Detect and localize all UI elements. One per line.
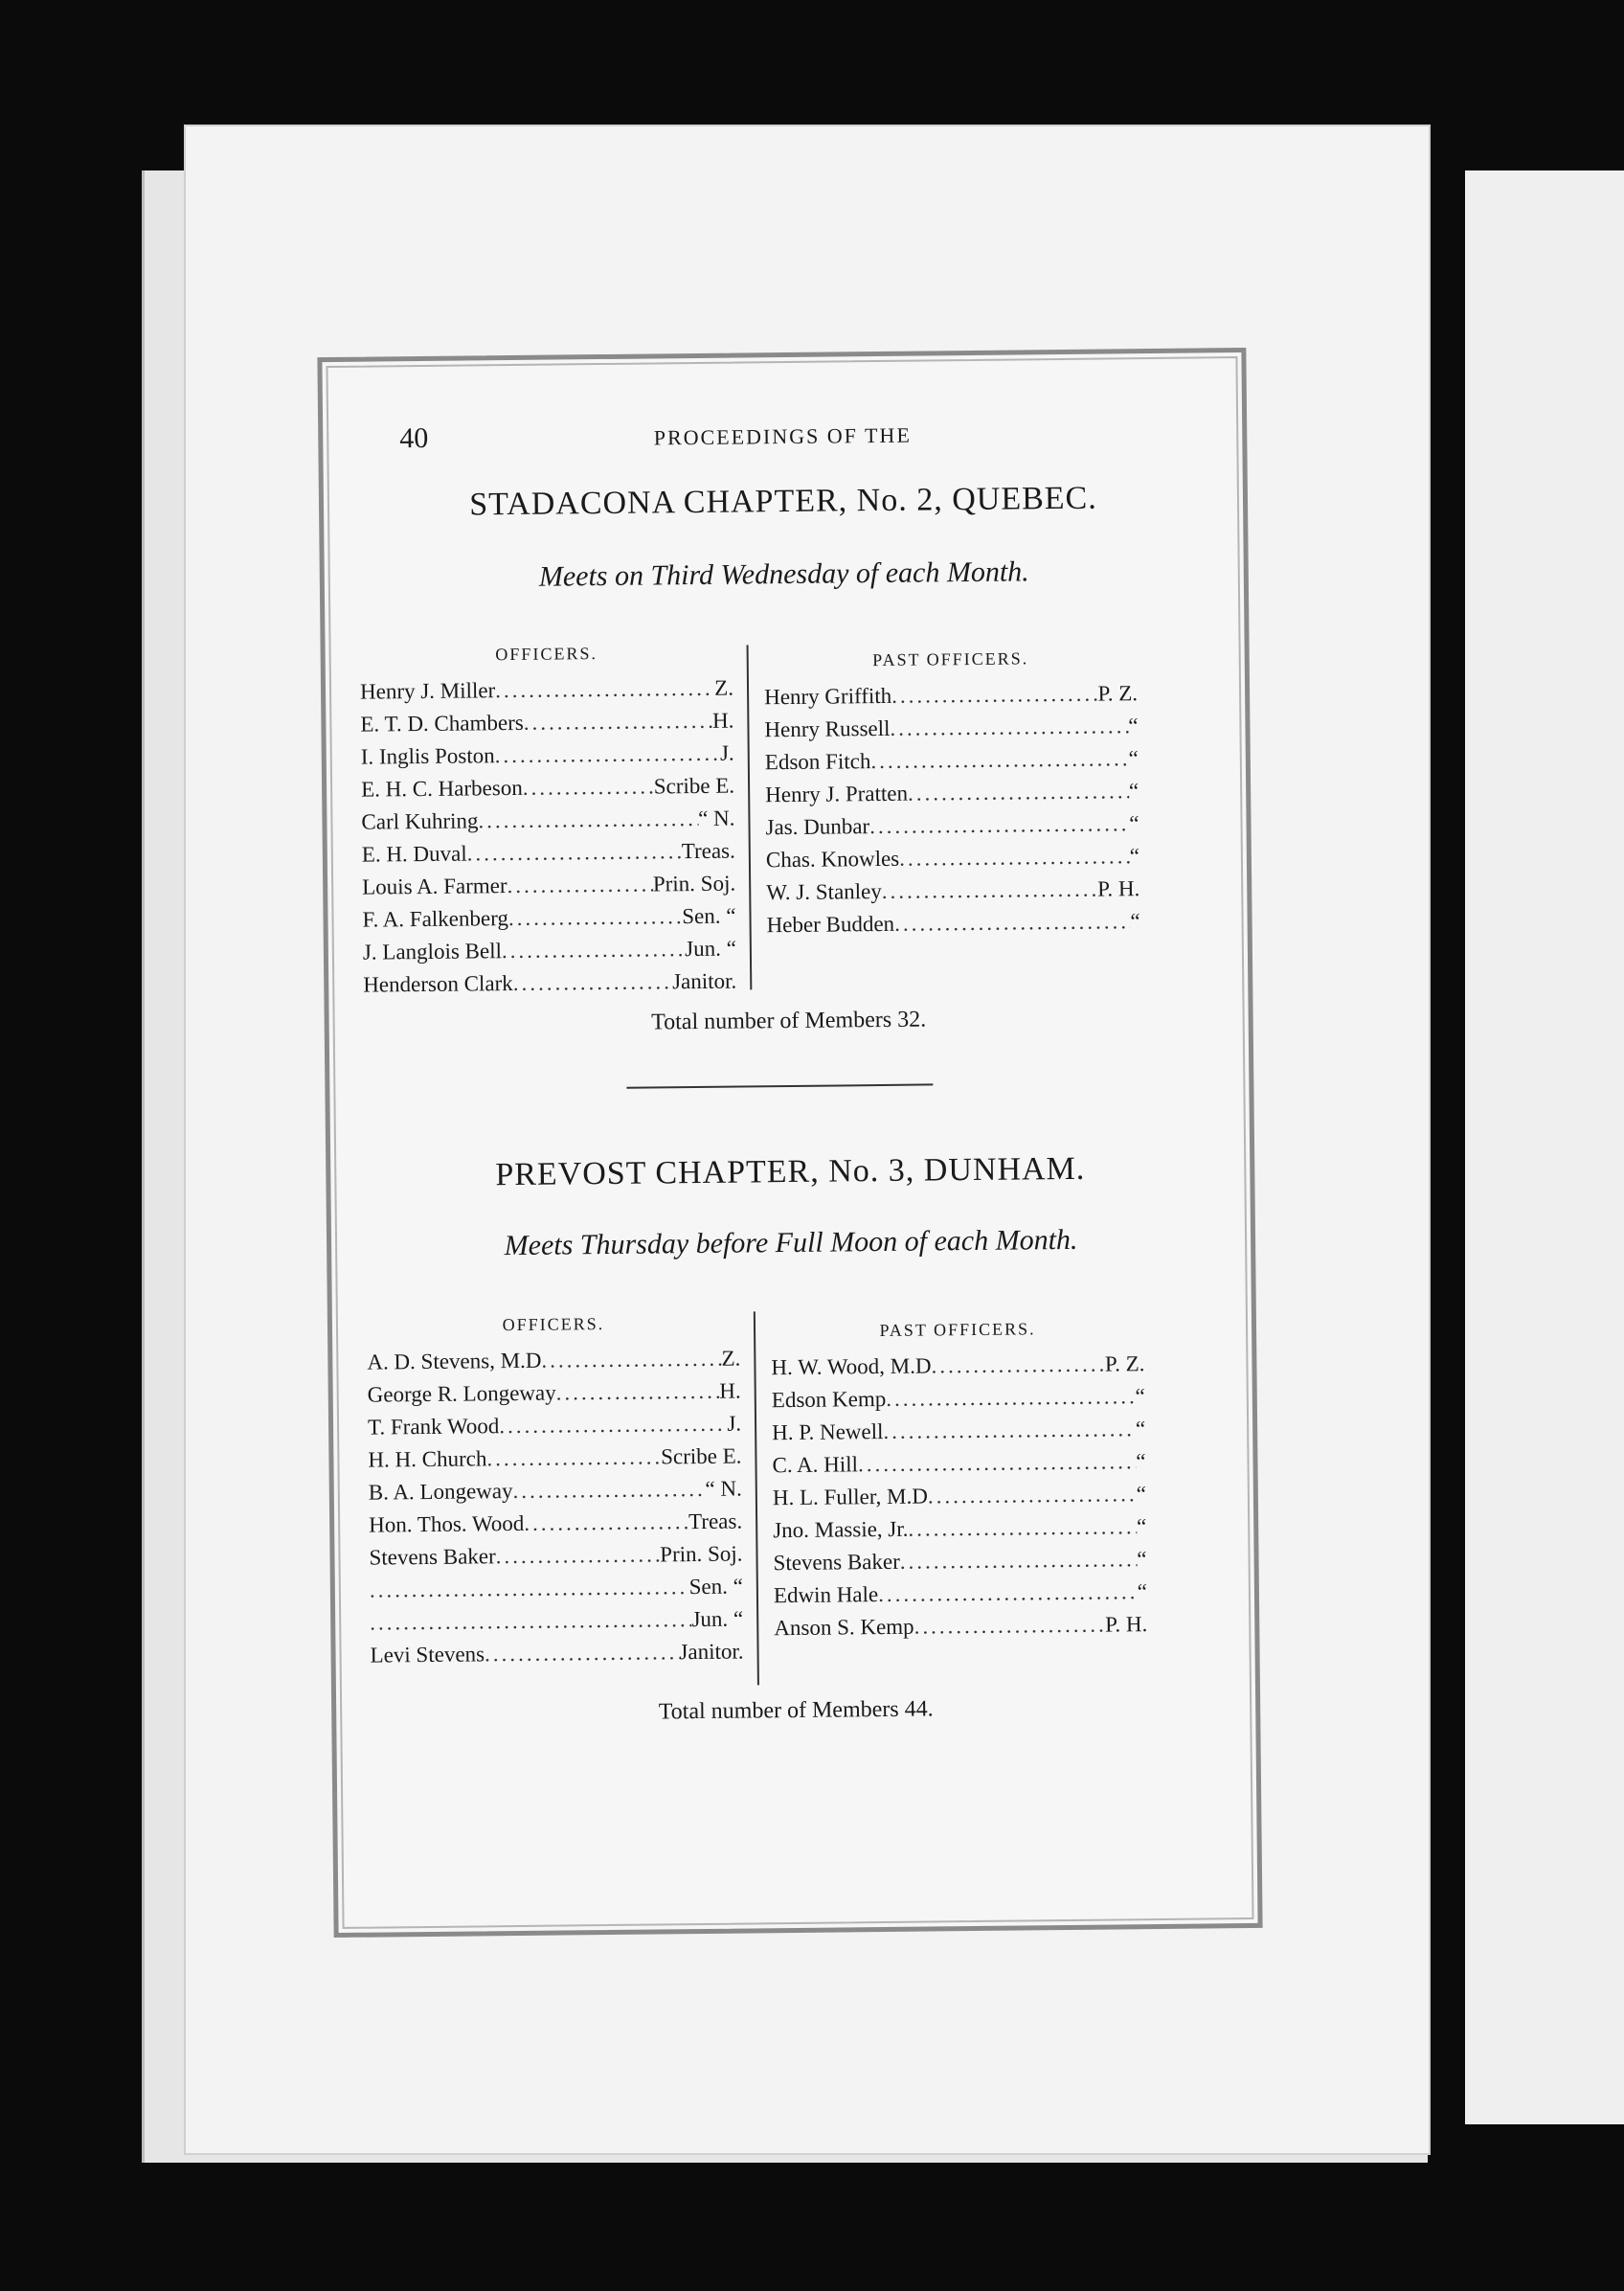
page-frame (317, 348, 1262, 1938)
office-title: J. (727, 1411, 742, 1436)
office-title: Treas. (681, 838, 735, 864)
office-title: “ (1136, 1449, 1146, 1474)
office-title: Janitor. (672, 968, 737, 994)
office-title: P. Z. (1097, 681, 1139, 706)
member-name: J. Langlois Bell (362, 939, 503, 964)
dot-leader (495, 737, 721, 772)
past-officer-row (765, 807, 1139, 844)
officer-row (362, 835, 735, 872)
member-name: Edwin Hale (773, 1582, 879, 1608)
dot-leader (499, 1408, 727, 1442)
dot-leader (496, 1538, 661, 1573)
past-officer-row (772, 1380, 1145, 1417)
officers-heading: OFFICERS. (495, 644, 598, 665)
office-title: Jun. “ (691, 1606, 744, 1632)
dot-leader (502, 933, 686, 967)
dot-leader (914, 1609, 1105, 1644)
past-officer-row (765, 742, 1139, 779)
dot-leader (869, 807, 1130, 843)
past-officer-row (772, 1413, 1145, 1449)
past-officer-row (771, 1348, 1144, 1384)
office-title: Treas. (688, 1508, 743, 1534)
member-name: Henry J. Miller (359, 678, 496, 704)
office-title: “ (1135, 1384, 1145, 1409)
dot-leader (467, 835, 682, 870)
member-name: W. J. Stanley (766, 878, 882, 905)
office-title: “ (1128, 746, 1139, 771)
officer-row (362, 900, 735, 937)
officer-row (367, 1343, 740, 1379)
dot-leader (858, 1445, 1137, 1481)
officer-row (368, 1375, 741, 1412)
dot-leader (524, 705, 713, 739)
dot-leader (485, 1636, 680, 1670)
member-name: F. A. Falkenberg (362, 906, 509, 932)
dot-leader (523, 770, 654, 804)
officer-row (368, 1408, 741, 1444)
officer-row (360, 705, 733, 741)
chapter1-past-officers-column (764, 641, 1140, 941)
dot-leader (890, 710, 1128, 745)
dot-leader (882, 873, 1098, 908)
dot-leader (883, 1413, 1136, 1448)
member-name: Edson Fitch (764, 749, 871, 775)
office-title: P. Z. (1104, 1351, 1145, 1376)
member-name: Levi Stevens (370, 1642, 485, 1667)
dot-leader (512, 1473, 705, 1508)
member-name: B. A. Longeway (368, 1479, 513, 1505)
dot-leader (524, 1506, 688, 1540)
officer-row (362, 868, 735, 904)
dot-leader (513, 965, 673, 1000)
member-name: Henry Russell (764, 715, 891, 742)
dot-leader (928, 1478, 1137, 1512)
past-officer-row (773, 1478, 1146, 1514)
office-title: Prin. Soj. (652, 871, 736, 896)
office-title: “ (1136, 1514, 1147, 1539)
dot-leader (555, 1375, 719, 1410)
dot-leader (908, 1510, 1137, 1545)
member-name: Henderson Clark (363, 971, 513, 997)
member-name: Jas. Dunbar (765, 814, 870, 840)
office-title: “ (1128, 779, 1139, 804)
member-name: I. Inglis Poston (360, 743, 495, 769)
member-name: Jno. Massie, Jr. (773, 1516, 909, 1543)
member-name: Louis A. Farmer (362, 873, 508, 899)
dot-leader (886, 1380, 1136, 1416)
member-name: Chas. Knowles (765, 846, 900, 873)
dot-leader (370, 1571, 689, 1606)
member-name: H. W. Wood, M.D (771, 1353, 932, 1380)
office-title: Jun. “ (685, 936, 737, 962)
office-title: P. H. (1105, 1612, 1148, 1637)
officer-row (361, 770, 734, 806)
past-officer-row (774, 1608, 1147, 1645)
member-name: Henry Griffith (763, 683, 892, 710)
office-title: Janitor. (679, 1639, 744, 1665)
member-name: E. H. Duval (361, 841, 467, 867)
member-name: Heber Budden (766, 911, 895, 938)
member-name: Henry J. Pratten (765, 781, 909, 807)
officer-row (370, 1636, 743, 1672)
dot-leader (486, 1440, 661, 1475)
past-officers-heading: PAST OFFICERS. (872, 648, 1029, 670)
past-officers-heading: PAST OFFICERS. (879, 1319, 1036, 1341)
page-number: 40 (399, 421, 429, 455)
dot-leader (899, 840, 1130, 875)
dot-leader (870, 742, 1129, 778)
member-name: C. A. Hill (772, 1452, 859, 1478)
dot-leader (508, 900, 683, 935)
office-title: “ (1128, 714, 1139, 738)
office-title: Z. (714, 675, 734, 700)
office-title: “ N. (697, 805, 735, 830)
chapter1-officers-column (359, 636, 736, 1002)
office-title: Sen. “ (688, 1574, 743, 1599)
officer-row (370, 1603, 743, 1640)
officers-heading: OFFICERS. (502, 1314, 605, 1335)
past-officer-row (764, 677, 1138, 714)
dot-leader (478, 803, 698, 837)
chapter1-total: Total number of Members 32. (651, 1007, 927, 1035)
dot-leader (370, 1603, 692, 1640)
dot-leader (507, 868, 653, 902)
office-title: Sen. “ (682, 903, 736, 929)
officer-row (363, 933, 736, 969)
office-title: “ (1136, 1482, 1146, 1507)
past-officer-row (772, 1445, 1145, 1482)
dot-leader (894, 905, 1131, 941)
past-officer-row (766, 905, 1139, 941)
member-name: H. P. Newell (772, 1418, 884, 1445)
chapter2-officers-column (367, 1306, 744, 1672)
member-name: Anson S. Kemp (774, 1614, 914, 1641)
office-title: “ (1129, 844, 1140, 869)
member-name: Edson Kemp (771, 1386, 887, 1413)
dot-leader (908, 775, 1129, 809)
past-officer-row (773, 1543, 1146, 1579)
office-title: “ (1130, 909, 1140, 934)
officer-row (361, 803, 734, 839)
officer-row (363, 965, 736, 1002)
past-officer-row (774, 1576, 1147, 1612)
member-name: George R. Longeway (367, 1380, 556, 1407)
member-name: A. D. Stevens, M.D (367, 1348, 542, 1374)
office-title: Z. (721, 1346, 741, 1371)
office-title: “ (1137, 1547, 1147, 1572)
member-name: Carl Kuhring (361, 808, 479, 834)
officer-row (369, 1473, 742, 1509)
office-title: H. (711, 708, 734, 733)
office-title: “ (1129, 811, 1139, 836)
past-officer-row (766, 873, 1139, 909)
chapter2-meets: Meets Thursday before Full Moon of each Month. (504, 1223, 1078, 1262)
office-title: P. H. (1097, 876, 1140, 901)
chapter1-meets: Meets on Third Wednesday of each Month. (538, 556, 1029, 593)
chapter2-title: PREVOST CHAPTER, No. 3, DUNHAM. (495, 1150, 1086, 1193)
office-title: Prin. Soj. (660, 1541, 743, 1567)
member-name: H. H. Church (368, 1446, 487, 1472)
past-officer-row (764, 710, 1138, 746)
office-title: Scribe E. (653, 773, 735, 799)
officer-row (369, 1506, 742, 1542)
member-name: T. Frank Wood (367, 1414, 500, 1440)
past-officer-row (766, 840, 1139, 876)
dot-leader (878, 1576, 1138, 1611)
dot-leader (931, 1349, 1105, 1383)
dot-leader (891, 678, 1098, 713)
past-officer-row (773, 1510, 1146, 1547)
officer-row (370, 1571, 743, 1607)
chapter2-past-officers-column (771, 1311, 1148, 1645)
member-name: Stevens Baker (773, 1549, 900, 1576)
dot-leader (495, 672, 714, 707)
officer-row (368, 1440, 741, 1477)
member-name: Stevens Baker (369, 1544, 496, 1570)
facing-page (1465, 170, 1624, 2124)
office-title: Scribe E. (660, 1443, 742, 1469)
officer-row (369, 1538, 742, 1575)
member-name: E. H. C. Harbeson (360, 775, 523, 802)
member-name: E. T. D. Chambers (360, 710, 524, 737)
officer-row (361, 737, 734, 774)
past-officer-row (765, 775, 1139, 811)
dot-leader (900, 1543, 1138, 1578)
office-title: “ N. (705, 1476, 742, 1501)
office-title: H. (719, 1378, 741, 1403)
office-title: J. (719, 740, 734, 765)
officer-row (360, 672, 733, 709)
running-head: PROCEEDINGS OF THE (653, 422, 912, 450)
office-title: “ (1137, 1579, 1148, 1604)
member-name: H. L. Fuller, M.D (772, 1484, 929, 1510)
office-title: “ (1135, 1417, 1146, 1441)
chapter2-total: Total number of Members 44. (658, 1696, 934, 1725)
chapter1-title: STADACONA CHAPTER, No. 2, QUEBEC. (469, 480, 1097, 523)
dot-leader (541, 1343, 721, 1377)
member-name: Hon. Thos. Wood (369, 1510, 525, 1537)
